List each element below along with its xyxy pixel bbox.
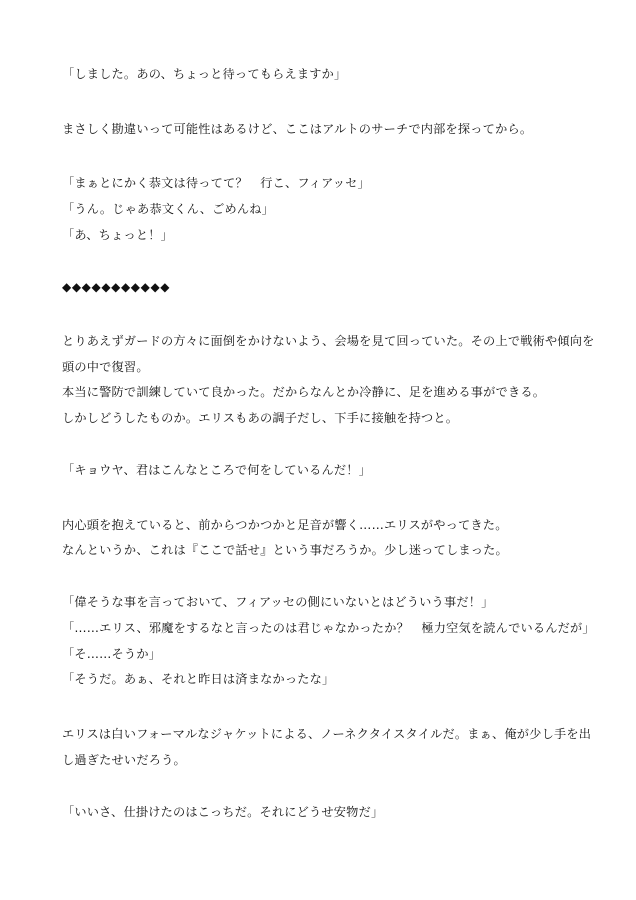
narration-line: 本当に警防で訓練していて良かった。だからなんとか冷静に、足を進める事ができる。 — [62, 385, 546, 399]
dialogue-line: 「そ……そうか」 — [62, 647, 162, 661]
dialogue-line: 「うん。じゃあ恭文くん、ごめんね」 — [62, 202, 275, 216]
dialogue-line: 「まぁとにかく恭文は待ってて？ 行こ、フィアッセ」 — [62, 176, 370, 190]
dialogue-line: 「しました。あの、ちょっと待ってもらえますか」 — [62, 67, 347, 81]
narration-line: とりあえずガードの方々に面倒をかけないよう、会場を見て回っていた。その上で戦術や傾向を — [62, 334, 595, 348]
dialogue-line: 「キョウヤ、君はこんなところで何をしているんだ！」 — [62, 463, 372, 477]
narration-line: まさしく勘違いって可能性はあるけど、ここはアルトのサーチで内部を探ってから。 — [62, 122, 533, 136]
dialogue-line: 「いいさ、仕掛けたのはこっちだ。それにどうせ安物だ」 — [62, 805, 384, 819]
narration-line: 頭の中で復習。 — [62, 360, 149, 374]
narration-line: 内心頭を抱えていると、前からつかつかと足音が響く……エリスがやってきた。 — [62, 518, 508, 532]
narration-line: し過ぎたせいだろう。 — [62, 753, 186, 767]
scene-break-diamonds: ◆◆◆◆◆◆◆◆◆◆◆ — [62, 280, 171, 294]
dialogue-line: 「偉そうな事を言っておいて、フィアッセの側にいないとはどういう事だ！」 — [62, 595, 494, 609]
dialogue-line: 「そうだ。あぁ、それと昨日は済まなかったな」 — [62, 672, 335, 686]
dialogue-line: 「……エリス、邪魔をするなと言ったのは君じゃなかったか？ 極力空気を読んでいるんだが」 — [62, 621, 595, 635]
dialogue-line: 「あ、ちょっと！」 — [62, 228, 173, 242]
narration-line: エリスは白いフォーマルなジャケットによる、ノーネクタイスタイルだ。まぁ、俺が少し手を出 — [62, 727, 592, 741]
narration-line: しかしどうしたものか。エリスもあの調子だし、下手に接触を持つと。 — [62, 411, 459, 425]
narration-line: なんというか、これは『ここで話せ』という事だろうか。少し迷ってしまった。 — [62, 543, 508, 557]
